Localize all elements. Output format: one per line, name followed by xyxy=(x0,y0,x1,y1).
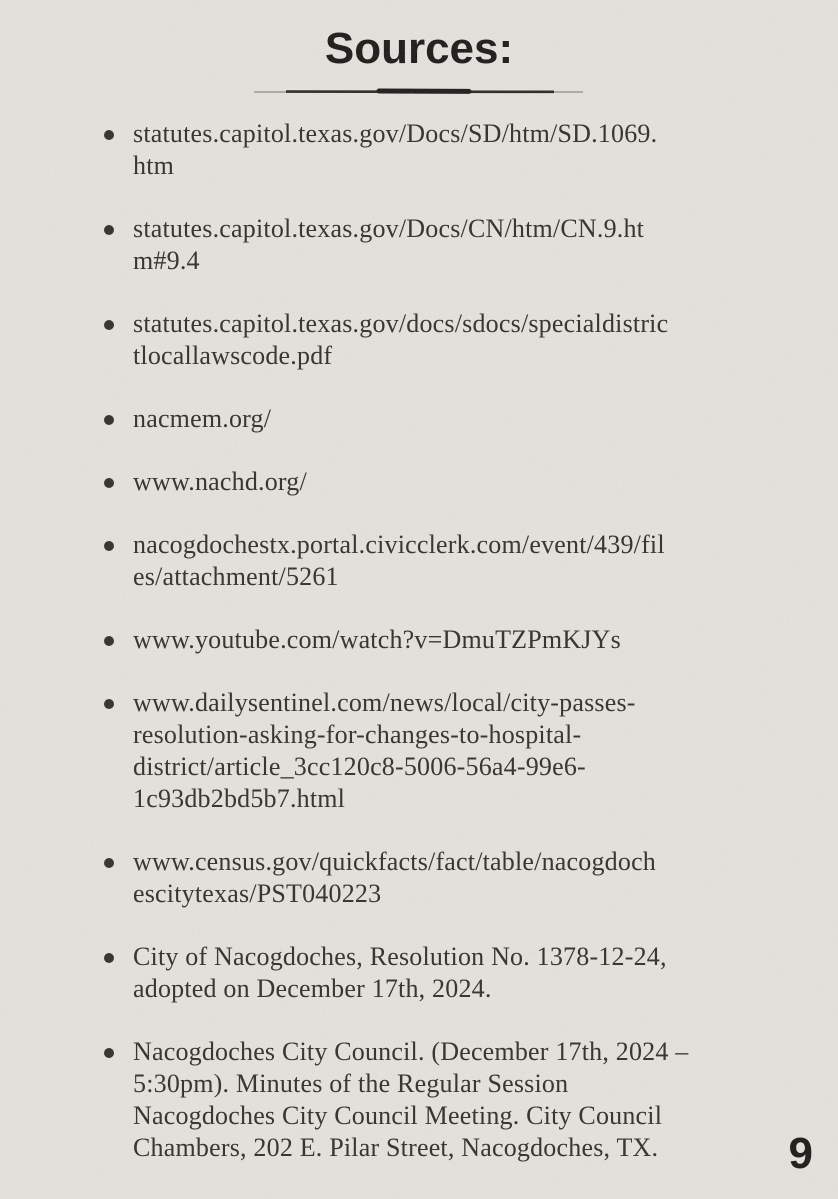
bullet-icon xyxy=(104,1048,114,1058)
bullet-icon xyxy=(104,415,114,425)
source-item xyxy=(104,529,778,593)
bullet-icon xyxy=(104,225,114,235)
source-text-line: district/article_3cc120c8-5006-56a4-99e6- xyxy=(133,752,586,781)
sources-list xyxy=(0,118,838,1164)
source-text xyxy=(133,403,271,435)
bullet-icon xyxy=(104,636,114,646)
source-item xyxy=(104,941,778,1005)
source-text-line: Chambers, 202 E. Pilar Street, Nacogdoches, TX. xyxy=(133,1133,659,1162)
bullet-icon xyxy=(104,478,114,488)
source-text-line: resolution-asking-for-changes-to-hospital- xyxy=(133,720,582,749)
source-text xyxy=(133,308,668,372)
source-text-line: htm xyxy=(133,151,175,180)
source-text xyxy=(133,529,665,593)
source-text-line: www.youtube.com/watch?v=DmuTZPmKJYs xyxy=(133,625,621,654)
bullet-icon xyxy=(104,699,114,709)
title-underline-strokes xyxy=(254,85,584,97)
source-text-line: adopted on December 17th, 2024. xyxy=(133,974,492,1003)
source-text-line: www.nachd.org/ xyxy=(133,467,307,496)
source-item xyxy=(104,846,778,910)
source-text xyxy=(133,118,657,182)
source-text-line: City of Nacogdoches, Resolution No. 1378-12-24, xyxy=(133,942,667,971)
source-text xyxy=(133,941,667,1005)
source-item xyxy=(104,687,778,815)
bullet-icon xyxy=(104,858,114,868)
source-text-line: nacmem.org/ xyxy=(133,404,272,433)
page-title: Sources: xyxy=(324,24,514,73)
source-item xyxy=(104,1036,778,1164)
source-text-line: www.census.gov/quickfacts/fact/table/nacogdoch xyxy=(133,847,657,876)
source-text xyxy=(133,846,656,910)
source-text-line: escitytexas/PST040223 xyxy=(133,879,382,908)
source-text xyxy=(133,687,636,815)
source-item xyxy=(104,466,778,498)
source-item xyxy=(104,308,778,372)
title-underline xyxy=(254,84,584,96)
source-text-line: statutes.capitol.texas.gov/Docs/CN/htm/CN.9.ht xyxy=(133,214,645,243)
source-text-line: statutes.capitol.texas.gov/docs/sdocs/specialdistric xyxy=(133,309,669,338)
page-number: 9 xyxy=(788,1129,813,1178)
source-item xyxy=(104,403,778,435)
source-text-line: m#9.4 xyxy=(133,246,200,275)
bullet-icon xyxy=(104,541,114,551)
source-text xyxy=(133,624,621,656)
page-header xyxy=(0,0,838,96)
source-text-line: es/attachment/5261 xyxy=(133,562,339,591)
bullet-icon xyxy=(104,320,114,330)
source-text xyxy=(133,213,644,277)
source-item xyxy=(104,624,778,656)
source-item xyxy=(104,213,778,277)
source-text-line: nacogdochestx.portal.civicclerk.com/event/439/fil xyxy=(133,530,665,559)
source-text-line: tlocallawscode.pdf xyxy=(133,341,333,370)
source-text xyxy=(133,466,307,498)
bullet-icon xyxy=(104,953,114,963)
source-text xyxy=(133,1036,688,1164)
source-text-line: 1c93db2bd5b7.html xyxy=(133,784,346,813)
bullet-icon xyxy=(104,130,114,140)
source-text-line: 5:30pm). Minutes of the Regular Session xyxy=(133,1069,569,1098)
source-text-line: Nacogdoches City Council. (December 17th, 2024 – xyxy=(133,1037,689,1066)
source-text-line: www.dailysentinel.com/news/local/city-passes- xyxy=(133,688,636,717)
source-text-line: Nacogdoches City Council Meeting. City Council xyxy=(133,1101,663,1130)
source-text-line: statutes.capitol.texas.gov/Docs/SD/htm/SD.1069. xyxy=(133,119,658,148)
source-item xyxy=(104,118,778,182)
